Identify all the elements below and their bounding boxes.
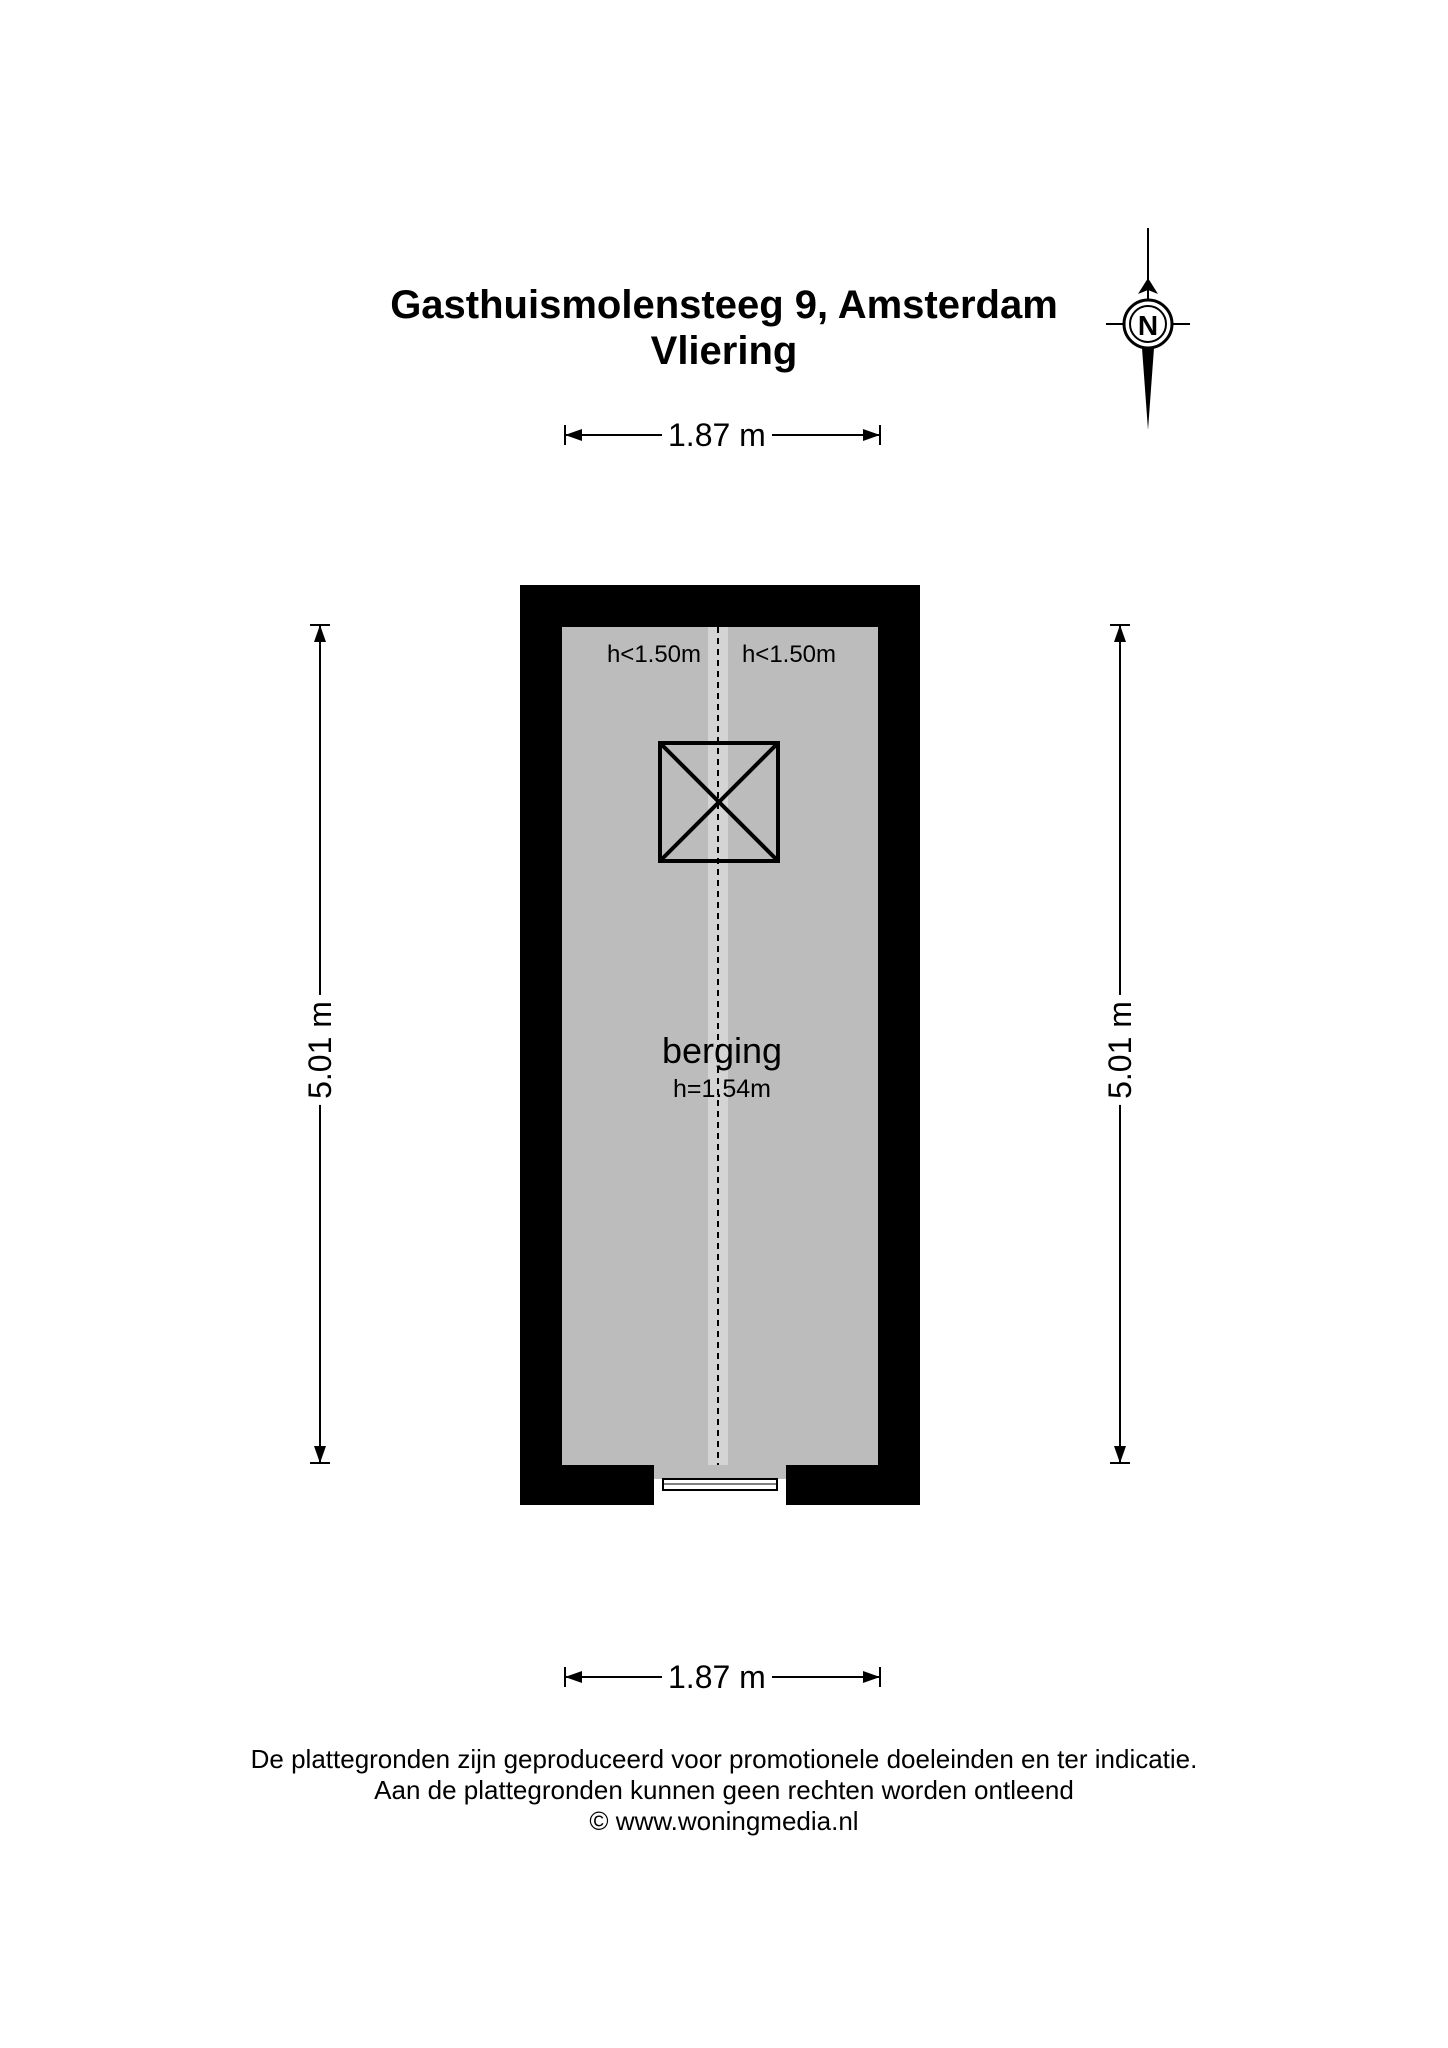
disclaimer-line-2: Aan de plattegronden kunnen geen rechten worden ontleend — [374, 1775, 1074, 1805]
floor-name: Vliering — [650, 329, 798, 373]
compass-north-label: N — [1137, 310, 1159, 341]
room-height: h=1.54m — [673, 1075, 771, 1103]
right-low-height-label: h<1.50m — [741, 641, 837, 668]
right-depth-label: 5.01 m — [1104, 995, 1136, 1105]
top-width-label: 1.87 m — [662, 419, 772, 451]
disclaimer-line-1: De plattegronden zijn geproduceerd voor promotionele doeleinden en ter indicatie. — [250, 1744, 1198, 1774]
north-arrow-icon — [1100, 220, 1200, 435]
bottom-width-label: 1.87 m — [662, 1661, 772, 1693]
plan-title: Gasthuismolensteeg 9, Amsterdam — [390, 283, 1058, 327]
left-low-height-label: h<1.50m — [606, 641, 702, 668]
room-name: berging — [661, 1030, 783, 1071]
copyright-line: © www.woningmedia.nl — [589, 1806, 859, 1836]
floor-plan — [520, 585, 920, 1505]
left-depth-label: 5.01 m — [304, 995, 336, 1105]
